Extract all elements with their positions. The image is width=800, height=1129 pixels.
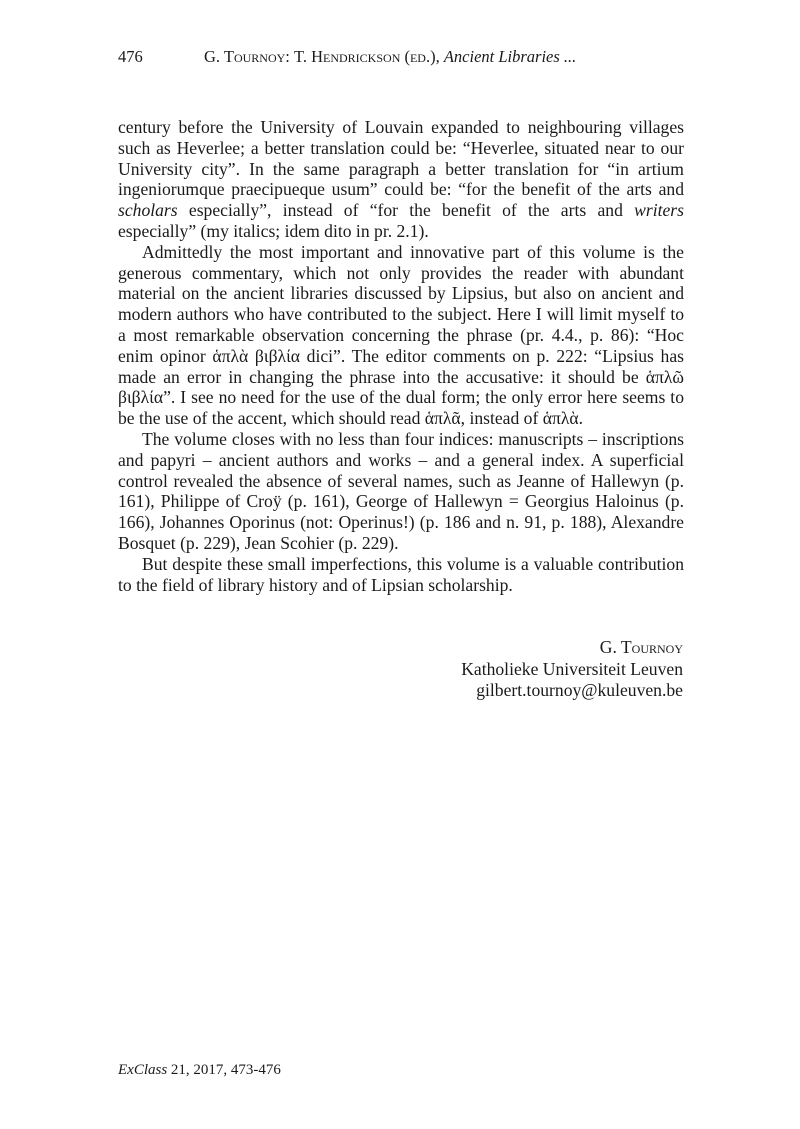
header-book-title: Ancient Libraries ... bbox=[443, 47, 577, 66]
footer-journal: ExClass bbox=[118, 1062, 168, 1078]
footer-citation bbox=[118, 1061, 281, 1079]
paragraph-3: The volume closes with no less than four indices: manuscripts – inscriptions and papyri – ancient authors and works – and a general index. A superficial control revealed the absence of several names, such as Jeanne of Hallewyn (p. 161), Philippe of Croÿ (p. 161), George of Hallewyn = Georgius Haloinus (p. 166), Johannes Oporinus (not: Operinus!) (p. 186 and n. 91, p. 188), Alexandre Bosquet (p. 229), Jean Scohier (p. 229). bbox=[118, 428, 684, 553]
paragraph-1-text-c: especially”, instead of “for the benefit of the arts and bbox=[177, 200, 635, 221]
paragraph-1-text-e: especially” (my italics; idem dito in pr. 2.1). bbox=[118, 220, 429, 241]
signature-block bbox=[461, 637, 683, 702]
signature-name: G. Tournoy bbox=[599, 637, 683, 657]
header-colon: : bbox=[285, 47, 294, 66]
review-body bbox=[118, 117, 684, 595]
paragraph-1-italic-scholars: scholars bbox=[118, 200, 178, 221]
running-head bbox=[118, 47, 688, 67]
header-author: G. Tournoy bbox=[204, 47, 286, 66]
paragraph-1-text-a: century before the University of Louvain expanded to neighbouring villages such as Heverlee; a better translation could be: “Heverlee, situated near to our University city”. In the same paragraph a better translation for “in artium ingeniorumque praecipueque usum” could be: “for the benefit of the arts and bbox=[118, 117, 684, 200]
paragraph-1-italic-writers: writers bbox=[634, 200, 684, 221]
signature-affiliation: Katholieke Universiteit Leuven bbox=[461, 658, 683, 679]
footer-citation-text: 21, 2017, 473-476 bbox=[167, 1062, 281, 1078]
page-number: 476 bbox=[118, 47, 143, 66]
paragraph-1 bbox=[118, 117, 684, 242]
paragraph-4: But despite these small imperfections, this volume is a valuable contribution to the field of library history and of Lipsian scholarship. bbox=[118, 553, 684, 595]
signature-email: gilbert.tournoy@kuleuven.be bbox=[476, 680, 683, 700]
header-editor: T. Hendrickson (ed.), bbox=[294, 47, 440, 66]
paragraph-2: Admittedly the most important and innovative part of this volume is the generous commentary, which not only provides the reader with abundant material on the ancient libraries discussed by Lipsius, but also on ancient and modern authors who have contributed to the subject. Here I will limit myself to a most remarkable observation concerning the phrase (pr. 4.4., p. 86): “Hoc enim opinor ἁπλὰ βιβλία dici”. The editor comments on p. 222: “Lipsius has made an error in changing the phrase into the accusative: it should be ἁπλῶ βιβλία”. I see no need for the use of the dual form; the only error here seems to be the use of the accent, which should read ἁπλᾶ, instead of ἁπλὰ. bbox=[118, 241, 684, 429]
